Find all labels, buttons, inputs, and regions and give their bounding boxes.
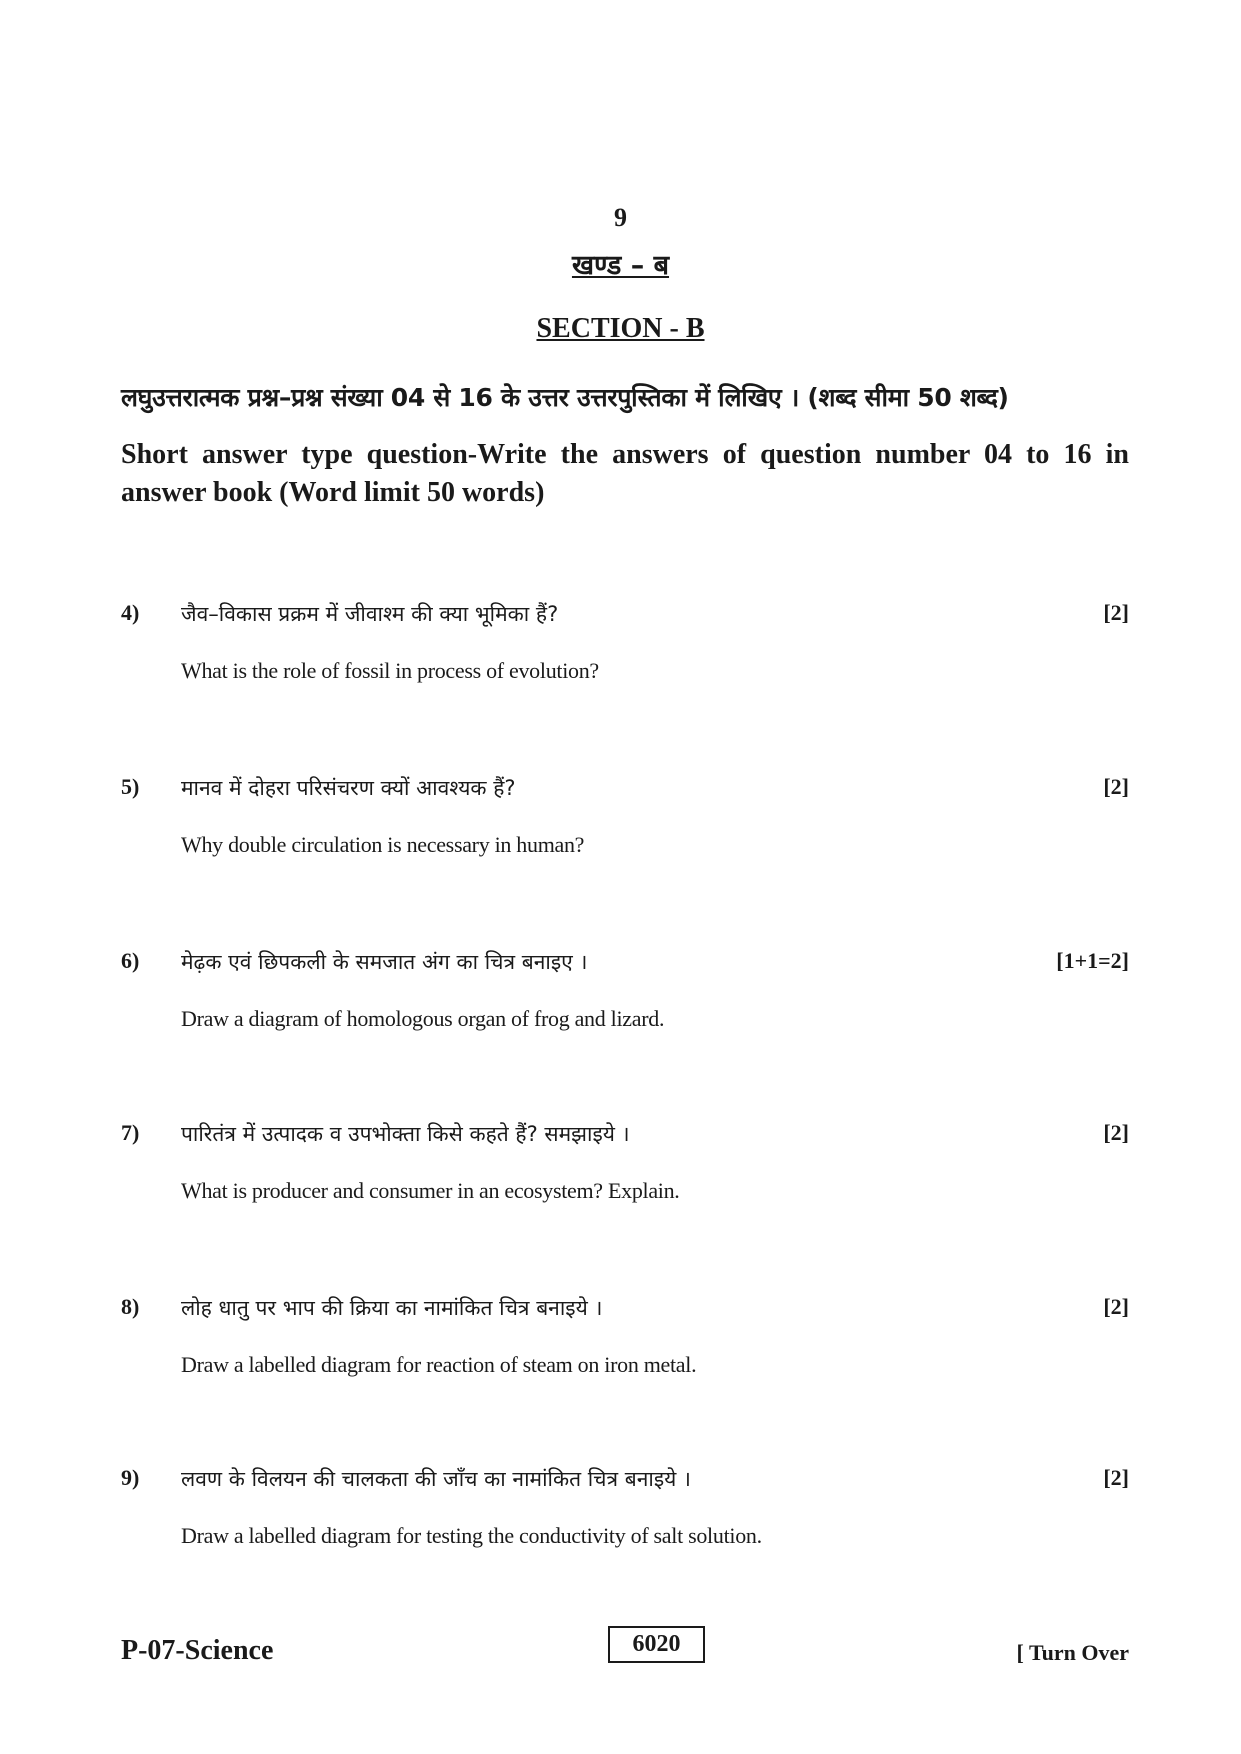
question-hindi: लवण के विलयन की चालकता की जाँच का नामांकित चित्र बनाइये । [181,1467,691,1491]
question-marks: [2] [1103,774,1129,799]
question-number: 9) [121,1465,140,1490]
paper-code: P-07-Science [121,1635,274,1666]
question-number: 5) [121,774,140,799]
question-number: 6) [121,948,140,973]
question-english: What is producer and consumer in an ecosystem? Explain. [181,1178,680,1203]
hindi-section-heading: खण्ड – ब [571,250,670,281]
question-number: 4) [121,600,140,625]
question-marks: [2] [1103,1120,1129,1145]
question-number: 8) [121,1294,140,1319]
hindi-instructions: लघुउत्तरात्मक प्रश्न–प्रश्न संख्या 04 से 16 के उत्तर उत्तरपुस्तिका में लिखिए । (शब्द सीमा 50 शब्द) [121,383,1009,412]
page-number: 9 [614,203,627,232]
question-hindi: लोह धातु पर भाप की क्रिया का नामांकित चित्र बनाइये । [181,1296,603,1320]
english-instructions: Short answer type question-Write the answers of question number 04 to 16 in answer book (Word limit 50 words) [121,439,1129,508]
question-marks: [2] [1103,600,1129,625]
question-marks: [2] [1103,1465,1129,1490]
serial-number-box: 6020 [608,1626,705,1663]
question-number: 7) [121,1120,140,1145]
section-title: SECTION - B [536,313,705,344]
question-english: What is the role of fossil in process of evolution? [181,658,599,683]
question-english: Why double circulation is necessary in human? [181,832,585,857]
turn-over-label: [ Turn Over [1016,1640,1129,1665]
question-english: Draw a diagram of homologous organ of frog and lizard. [181,1006,665,1031]
question-hindi: पारितंत्र में उत्पादक व उपभोक्ता किसे कहते हैं? समझाइये । [181,1122,630,1146]
question-hindi: मानव में दोहरा परिसंचरण क्यों आवश्यक हैं? [181,776,516,800]
question-english: Draw a labelled diagram for testing the conductivity of salt solution. [181,1523,762,1548]
question-english: Draw a labelled diagram for reaction of steam on iron metal. [181,1352,697,1377]
question-marks: [2] [1103,1294,1129,1319]
question-hindi: जैव–विकास प्रक्रम में जीवाश्म की क्या भूमिका हैं? [181,602,559,626]
question-hindi: मेढ़क एवं छिपकली के समजात अंग का चित्र बनाइए । [181,950,588,974]
question-marks: [1+1=2] [1056,948,1129,973]
